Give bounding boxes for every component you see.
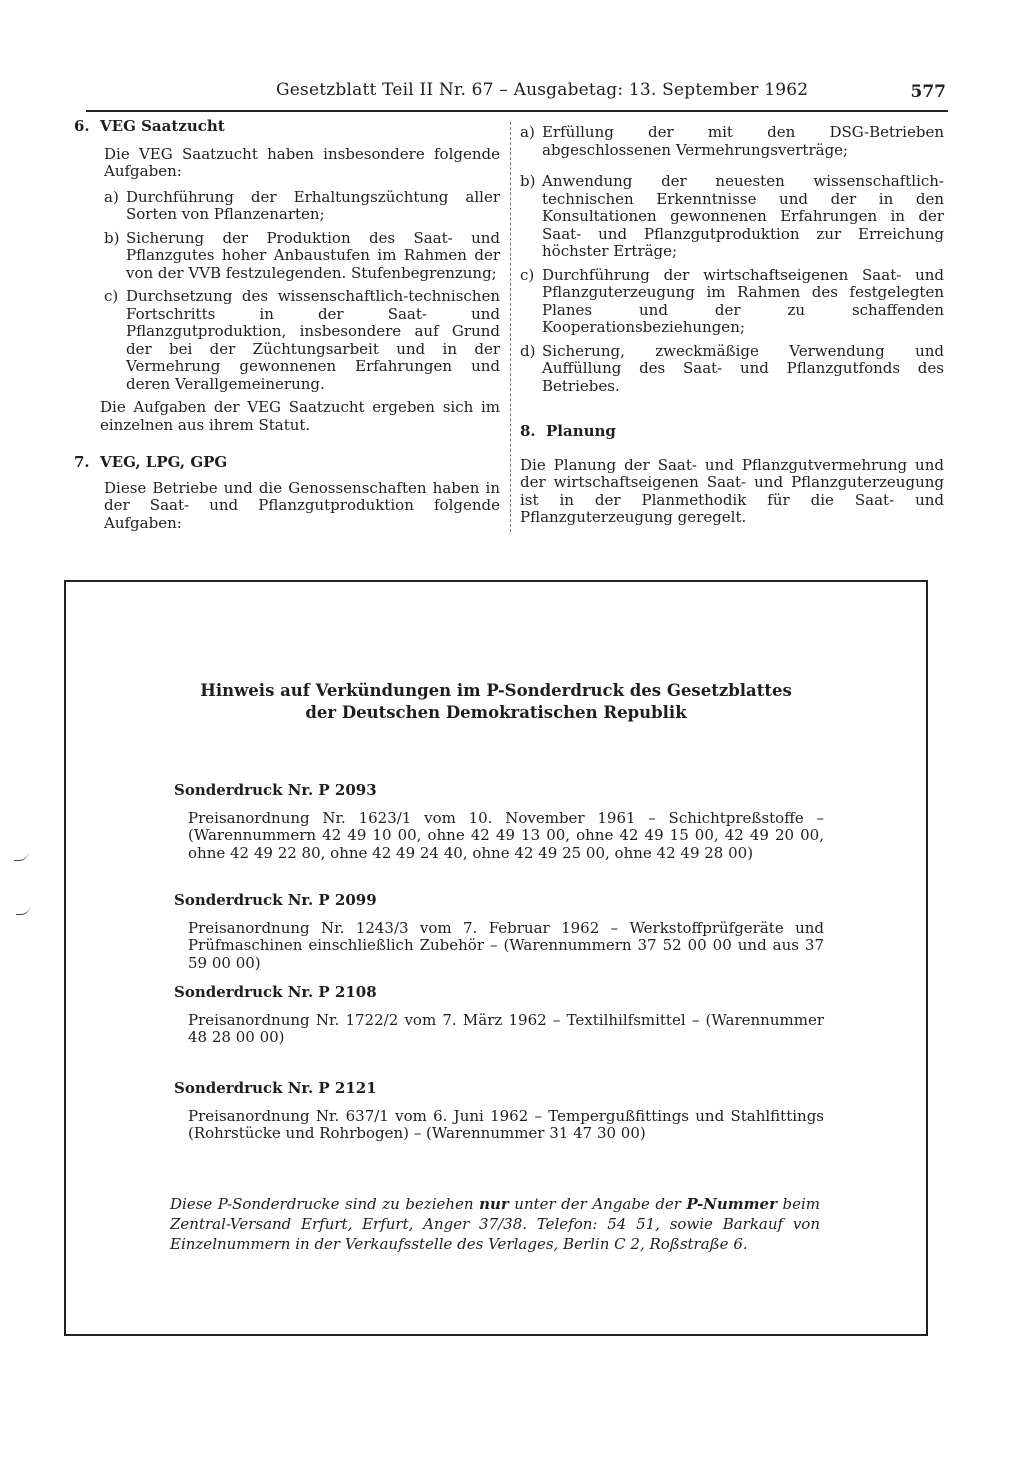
entry-text: Preisanordnung Nr. 1623/1 vom 10. November 1961 – Schichtpreßstoffe – (Warennummern 42 49 10 00, ohne 42 49 13 00, ohne 42 49 15 00, 42 49 20 00, ohne 42 49 22 80, ohne 42 49 24 40, ohne 42 49 25 00, ohne 42 49 28 00) xyxy=(188,808,824,862)
item-label: a) xyxy=(520,123,535,141)
page-header xyxy=(86,78,952,112)
section-6-item-b xyxy=(104,230,500,283)
item-text: Durchführung der Erhaltungszüchtung aller Sorten von Pflanzenarten; xyxy=(126,187,500,223)
section-7-title: VEG, LPG, GPG xyxy=(100,453,228,471)
section-6-number: 6. xyxy=(74,117,90,135)
closing-part-2: unter der Angabe der xyxy=(514,1195,681,1213)
section-8-title: Planung xyxy=(546,422,616,440)
item-text: Durchsetzung des wissenschaftlich-technischen Fortschritts in der Saat- und Pflanzgutproduktion, insbesondere auf Grund der bei der Züchtungsarbeit und in der Vermehrung gewonnenen Erfahrungen und deren Verallgemeinerung. xyxy=(126,287,500,393)
section-7-item-d xyxy=(520,343,944,396)
section-6-closing: Die Aufgaben der VEG Saatzucht ergeben sich im einzelnen aus ihrem Statut. xyxy=(100,398,500,434)
header-rule xyxy=(86,110,948,112)
notice-title xyxy=(66,680,926,724)
section-7-body xyxy=(74,480,500,533)
entry-heading: Sonderdruck Nr. P 2108 xyxy=(174,983,377,1001)
item-label: c) xyxy=(104,287,119,305)
item-text: Erfüllung der mit den DSG-Betrieben abgeschlossenen Vermehrungsverträge; xyxy=(542,123,944,159)
left-column xyxy=(74,118,500,532)
closing-bold-2: P-Nummer xyxy=(686,1195,777,1213)
margin-mark xyxy=(14,852,28,861)
section-7-heading xyxy=(74,454,500,472)
notice-entry-p2108 xyxy=(174,984,824,1047)
header-title: Gesetzblatt Teil II Nr. 67 – Ausgabetag: 13. September 1962 xyxy=(276,80,809,100)
section-7-item-a xyxy=(520,124,944,159)
item-text: Durchführung der wirtschaftseigenen Saat- und Pflanzguterzeugung im Rahmen des festgelegten Planes und der zu schaffenden Kooperationsbeziehungen; xyxy=(542,265,944,336)
item-label: d) xyxy=(520,341,536,360)
item-label: c) xyxy=(520,265,535,284)
section-6-intro: Die VEG Saatzucht haben insbesondere folgende Aufgaben: xyxy=(104,144,500,180)
notice-box xyxy=(64,580,928,1336)
section-6-item-a xyxy=(104,189,500,224)
entry-heading: Sonderdruck Nr. P 2099 xyxy=(174,891,377,909)
notice-entry-p2121 xyxy=(174,1080,824,1143)
closing-part-1: Diese P-Sonderdrucke sind zu beziehen xyxy=(170,1195,474,1213)
item-text: Anwendung der neuesten wissenschaftlich-technischen Erkenntnisse und der in den Konsultationen gewonnenen Erfahrungen in der Saat- und Pflanzgutproduktion zur Erreichung höchster Erträge; xyxy=(542,172,944,260)
section-6-body xyxy=(74,146,500,435)
section-8-number: 8. xyxy=(520,422,536,440)
closing-bold-1: nur xyxy=(479,1195,509,1213)
section-8-heading xyxy=(520,423,944,441)
section-7-item-c xyxy=(520,267,944,337)
column-divider xyxy=(510,122,512,532)
section-7-number: 7. xyxy=(74,453,90,471)
item-text: Sicherung der Produktion des Saat- und Pflanzgutes hoher Anbaustufen im Rahmen der von der VVB festzulegenden. Stufenbegrenzung; xyxy=(126,228,500,282)
margin-mark xyxy=(16,906,30,915)
section-6-heading xyxy=(74,118,500,136)
section-8-text: Die Planung der Saat- und Pflanzgutvermehrung und der wirtschaftseigenen Saat- und Pflanzguterzeugung ist in der Planmethodik für die Saat- und Pflanzguterzeugung geregelt. xyxy=(520,455,944,526)
section-7-intro: Diese Betriebe und die Genossenschaften haben in der Saat- und Pflanzgutproduktion folgende Aufgaben: xyxy=(104,478,500,532)
section-6-title: VEG Saatzucht xyxy=(100,117,225,135)
entry-heading: Sonderdruck Nr. P 2121 xyxy=(174,1079,377,1097)
closing-part-3: beim Zentral-Versand Erfurt, Erfurt, Anger 37/38. Telefon: 54 51, sowie Barkauf von Einzelnummern in der Verkaufsstelle des Verlages, Berlin C 2, Roßstraße 6. xyxy=(170,1195,820,1253)
entry-heading: Sonderdruck Nr. P 2093 xyxy=(174,781,377,799)
notice-title-line-2: der Deutschen Demokratischen Republik xyxy=(305,703,687,722)
item-label: b) xyxy=(104,228,120,247)
item-label: b) xyxy=(520,172,536,190)
notice-entry-p2099 xyxy=(174,892,824,972)
notice-closing xyxy=(170,1194,820,1254)
right-column xyxy=(520,124,944,527)
entry-text: Preisanordnung Nr. 1722/2 vom 7. März 1962 – Textilhilfsmittel – (Warennummer 48 28 00 00) xyxy=(188,1010,824,1046)
entry-text: Preisanordnung Nr. 637/1 vom 6. Juni 1962 – Tempergußfittings und Stahlfittings (Rohrstücke und Rohrbogen) – (Warennummer 31 47 30 00) xyxy=(188,1106,824,1142)
item-text: Sicherung, zweckmäßige Verwendung und Auffüllung des Saat- und Pflanzgutfonds des Betriebes. xyxy=(542,341,944,395)
section-7-item-b xyxy=(520,173,944,261)
notice-entry-p2093 xyxy=(174,782,824,862)
notice-title-line-1: Hinweis auf Verkündungen im P-Sonderdruck des Gesetzblattes xyxy=(200,681,792,700)
item-label: a) xyxy=(104,187,119,206)
entry-text: Preisanordnung Nr. 1243/3 vom 7. Februar 1962 – Werkstoffprüfgeräte und Prüfmaschinen einschließlich Zubehör – (Warennummern 37 52 00 00 und aus 37 59 00 00) xyxy=(188,918,824,972)
page-number: 577 xyxy=(910,82,946,102)
section-6-item-c xyxy=(104,288,500,393)
